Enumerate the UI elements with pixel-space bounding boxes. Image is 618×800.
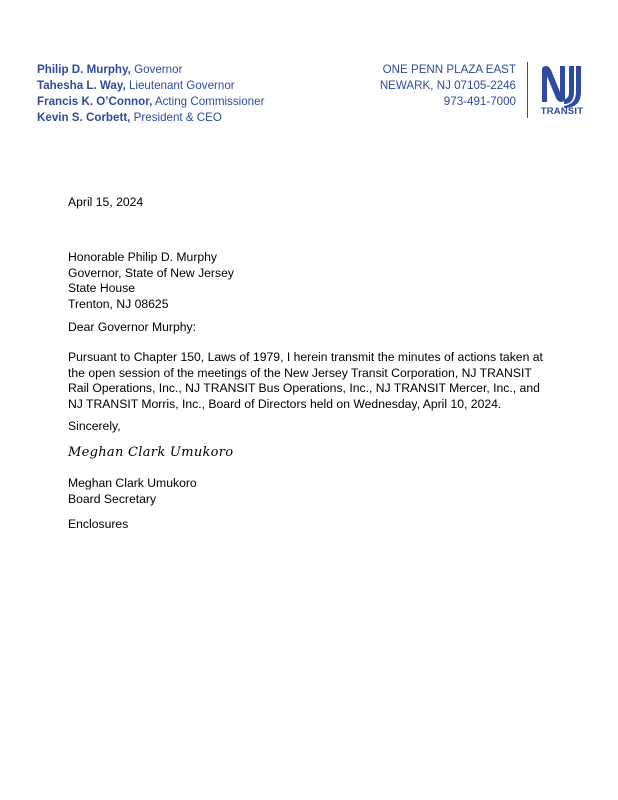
- official-commissioner: Francis K. O’Connor, Acting Commissioner: [37, 95, 265, 108]
- body-line: Rail Operations, Inc., NJ TRANSIT Bus Operations, Inc., NJ TRANSIT Mercer, Inc., and: [68, 381, 540, 395]
- signer-block: [68, 476, 197, 507]
- signer-title: Board Secretary: [68, 491, 157, 506]
- recipient-block: [68, 250, 234, 312]
- letter-body: [68, 350, 548, 412]
- signer-name: Meghan Clark Umukoro: [68, 476, 197, 490]
- logo-caption: TRANSIT: [540, 106, 584, 117]
- letterhead-divider: [527, 62, 528, 118]
- recipient-line: Trenton, NJ 08625: [68, 296, 169, 311]
- recipient-line: Governor, State of New Jersey: [68, 265, 234, 280]
- recipient-line: Honorable Philip D. Murphy: [68, 250, 218, 264]
- body-line: NJ TRANSIT Morris, Inc., Board of Directors held on Wednesday, April 10, 2024.: [68, 396, 502, 411]
- address-line-1: ONE PENN PLAZA EAST: [382, 63, 516, 76]
- enclosures-note: Enclosures: [68, 517, 129, 531]
- handwritten-signature: Meghan Clark Umukoro: [68, 445, 234, 460]
- letterhead-officials: [37, 62, 264, 126]
- letter-date: April 15, 2024: [68, 195, 144, 209]
- official-lieutenant-governor: Tahesha L. Way, Lieutenant Governor: [37, 79, 235, 92]
- official-ceo: Kevin S. Corbett, President & CEO: [37, 111, 222, 124]
- closing: Sincerely,: [68, 419, 121, 433]
- body-line: Pursuant to Chapter 150, Laws of 1979, I herein transmit the minutes of actions taken at: [68, 350, 543, 364]
- recipient-line: State House: [68, 281, 136, 295]
- body-line: the open session of the meetings of the New Jersey Transit Corporation, NJ TRANSIT: [68, 365, 532, 380]
- letterhead-address: [380, 62, 516, 110]
- address-phone: 973-491-7000: [443, 95, 516, 108]
- salutation: Dear Governor Murphy:: [68, 320, 197, 334]
- official-governor: Philip D. Murphy, Governor: [37, 63, 183, 76]
- address-line-2: NEWARK, NJ 07105-2246: [379, 79, 516, 92]
